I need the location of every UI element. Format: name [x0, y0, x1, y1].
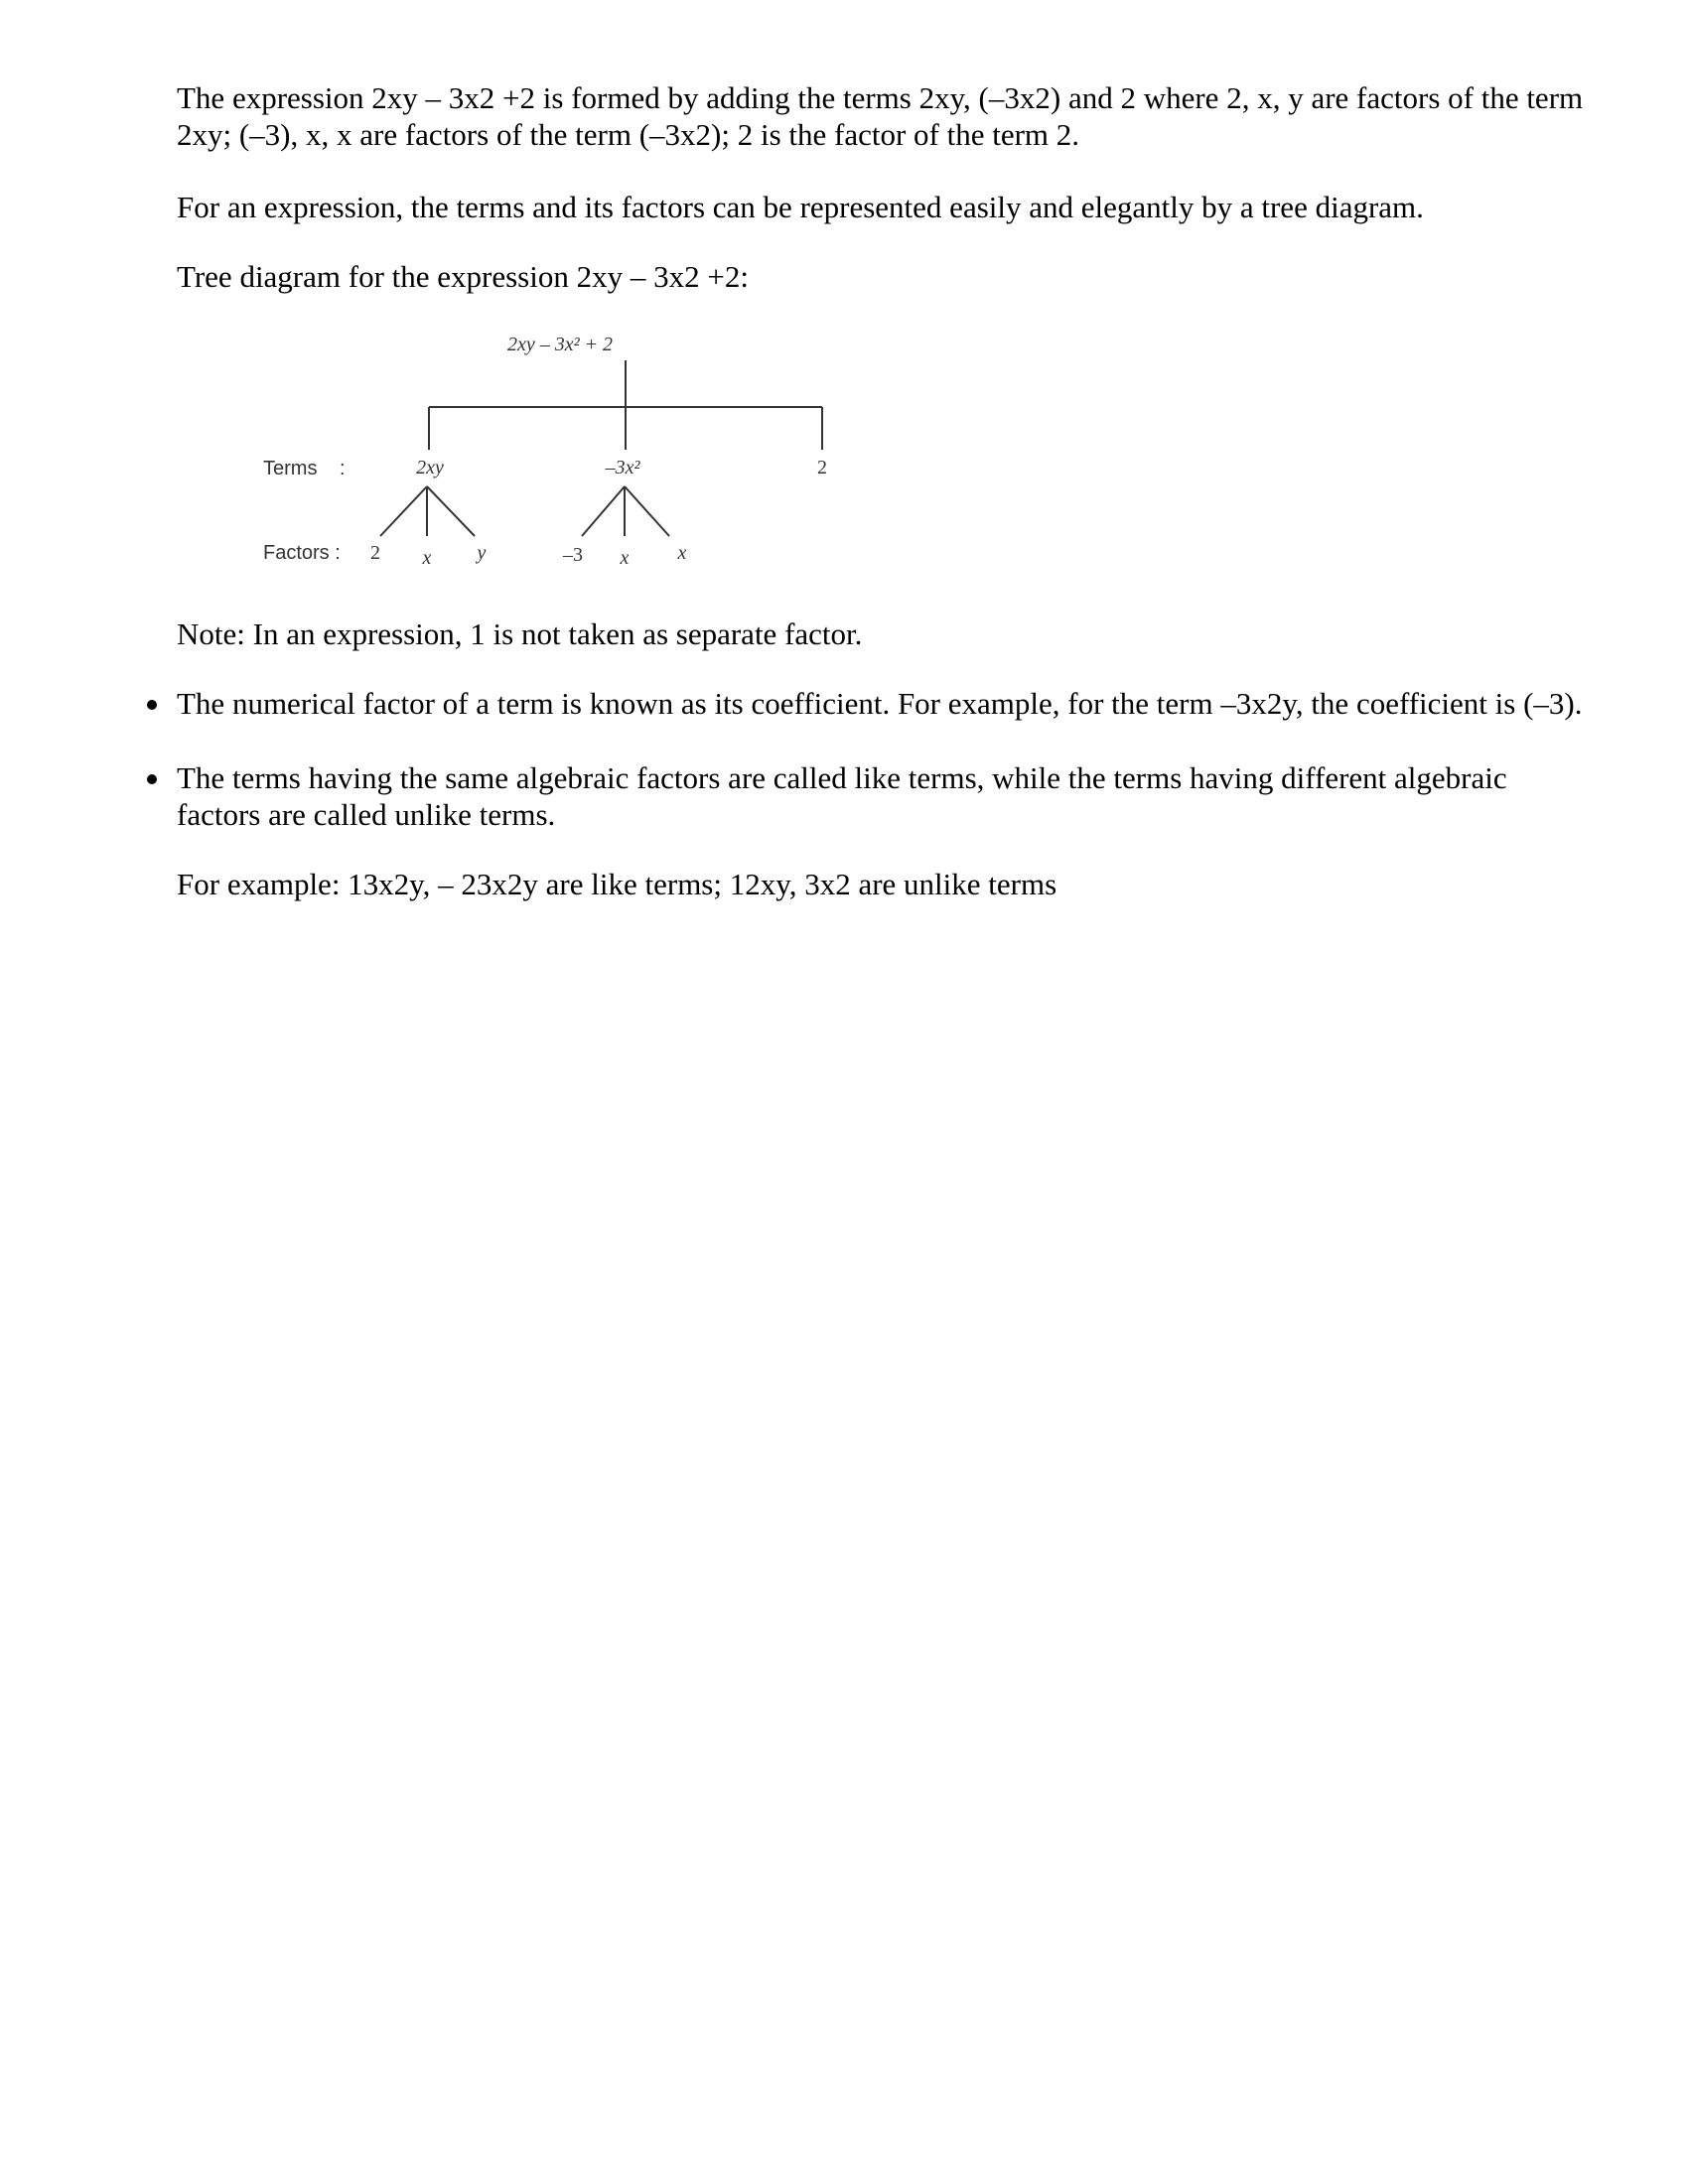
- intro-paragraph: The expression 2xy – 3x2 +2 is formed by adding the terms 2xy, (–3x2) and 2 where 2, x, y are factors of the term 2xy; (–3), x, x are factors of the term (–3x2); 2 is the factor of the term 2.: [177, 80, 1584, 152]
- bullet-icon: [147, 774, 157, 784]
- factor-neg3: –3: [563, 544, 583, 566]
- terms-row-label: Terms: [263, 458, 318, 479]
- tree-diagram-description: For an expression, the terms and its factors can be represented easily and elegantly by a tree diagram.: [177, 190, 1424, 224]
- definitions-list: [177, 685, 1587, 832]
- tree-diagram: [248, 323, 827, 581]
- tree-diagram-caption: Tree diagram for the expression 2xy – 3x2 +2:: [177, 259, 749, 294]
- terms-row-colon: :: [340, 458, 346, 479]
- note-paragraph: Note: In an expression, 1 is not taken as separate factor.: [177, 616, 863, 651]
- list-item-coefficient: [177, 685, 1587, 722]
- factor-y: y: [477, 542, 487, 564]
- tree-root-expression: 2xy – 3x² + 2: [506, 334, 614, 355]
- tree-connectors: [429, 360, 822, 450]
- term-2xy: 2xy: [416, 457, 444, 478]
- factor-2: 2: [370, 542, 380, 564]
- term-neg3x2: –3x²: [605, 457, 640, 478]
- factor-x-2: x: [620, 547, 630, 569]
- bullet-text-coefficient: The numerical factor of a term is known as its coefficient. For example, for the term –3x2y, the coefficient is (–3).: [177, 686, 1583, 721]
- factor-x-1: x: [422, 547, 432, 569]
- factor-branches: [380, 486, 669, 536]
- bullet-icon: [147, 700, 157, 710]
- list-item-like-terms: [177, 759, 1587, 833]
- term-2: 2: [817, 457, 827, 478]
- factors-row-label: Factors :: [263, 542, 341, 564]
- factor-x-3: x: [677, 542, 687, 564]
- example-paragraph: For example: 13x2y, – 23x2y are like terms; 12xy, 3x2 are unlike terms: [177, 867, 1057, 901]
- bullet-text-like-terms: The terms having the same algebraic factors are called like terms, while the terms having different algebraic factors are called unlike terms.: [177, 760, 1507, 832]
